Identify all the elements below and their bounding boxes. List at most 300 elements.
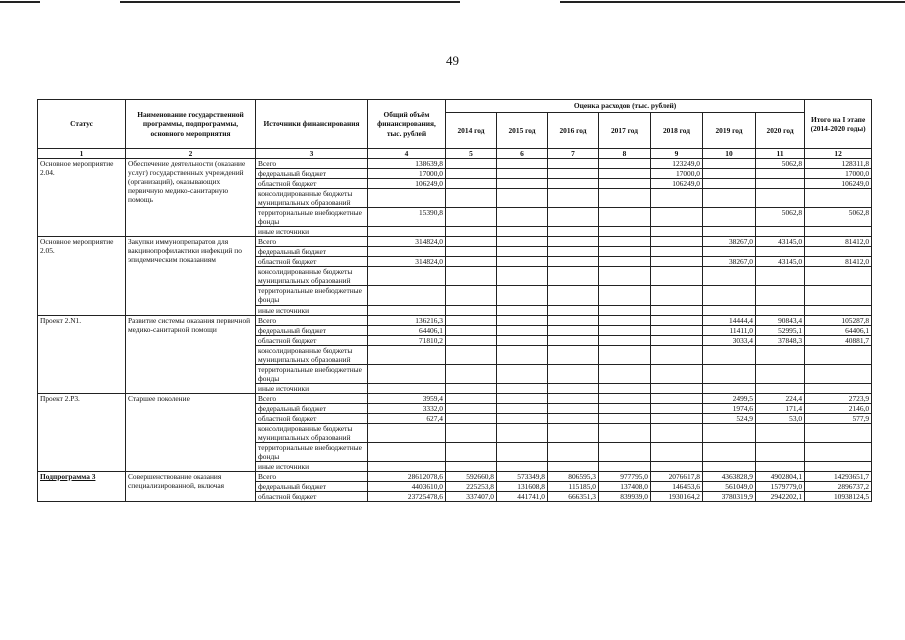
top-border-line-right — [560, 1, 905, 3]
header-year: 2014 год — [446, 113, 497, 149]
year-cell — [548, 179, 599, 189]
year-cell — [651, 257, 703, 267]
year-cell — [497, 335, 548, 345]
year-cell — [703, 364, 756, 383]
total-cell — [368, 227, 446, 237]
year-cell — [446, 383, 497, 393]
col-number: 9 — [651, 149, 703, 159]
year-cell — [497, 159, 548, 169]
col-number: 12 — [805, 149, 872, 159]
header-itogo: Итого на I этапе (2014-2020 годы) — [805, 100, 872, 149]
total-cell: 23725478,6 — [368, 492, 446, 502]
row-program-name: Обеспечение деятельности (оказание услуг) государственных учреждений (организаций), оказывающих первичную медико-санитарную помощь — [126, 159, 256, 237]
year-cell — [497, 393, 548, 403]
year-cell — [599, 364, 651, 383]
year-cell: 225253,8 — [446, 482, 497, 492]
year-cell — [651, 403, 703, 413]
col-number: 1 — [38, 149, 126, 159]
itogo-cell: 14293651,7 — [805, 472, 872, 482]
funding-source: федеральный бюджет — [256, 325, 368, 335]
year-cell — [497, 247, 548, 257]
year-cell — [651, 189, 703, 208]
year-cell — [703, 227, 756, 237]
funding-source: Всего — [256, 315, 368, 325]
itogo-cell: 17000,0 — [805, 169, 872, 179]
year-cell — [599, 208, 651, 227]
total-cell: 28612078,6 — [368, 472, 446, 482]
year-cell — [756, 345, 805, 364]
year-cell — [548, 315, 599, 325]
funding-source: областной бюджет — [256, 257, 368, 267]
year-cell — [446, 159, 497, 169]
itogo-cell: 64406,1 — [805, 325, 872, 335]
total-cell: 17000,0 — [368, 169, 446, 179]
itogo-cell — [805, 462, 872, 472]
itogo-cell — [805, 247, 872, 257]
total-cell — [368, 247, 446, 257]
year-cell — [703, 442, 756, 461]
year-cell — [756, 286, 805, 305]
total-cell — [368, 305, 446, 315]
year-cell — [703, 159, 756, 169]
year-cell — [497, 286, 548, 305]
itogo-cell: 106249,0 — [805, 179, 872, 189]
year-cell — [599, 159, 651, 169]
year-cell — [756, 247, 805, 257]
year-cell — [446, 345, 497, 364]
table-body — [38, 159, 872, 502]
top-border-line-middle — [120, 1, 460, 3]
year-cell — [497, 403, 548, 413]
year-cell — [599, 393, 651, 403]
year-cell — [756, 462, 805, 472]
year-cell — [599, 257, 651, 267]
funding-source: иные источники — [256, 462, 368, 472]
row-program-name: Развитие системы оказания первичной медико-санитарной помощи — [126, 315, 256, 393]
year-cell — [651, 364, 703, 383]
total-cell: 15390,8 — [368, 208, 446, 227]
year-cell — [599, 335, 651, 345]
year-cell — [446, 286, 497, 305]
year-cell — [548, 189, 599, 208]
year-cell — [497, 383, 548, 393]
year-cell — [497, 237, 548, 247]
funding-source: иные источники — [256, 227, 368, 237]
year-cell — [599, 305, 651, 315]
year-cell: 1579779,0 — [756, 482, 805, 492]
year-cell — [548, 442, 599, 461]
itogo-cell: 105287,8 — [805, 315, 872, 325]
total-cell — [368, 442, 446, 461]
year-cell — [548, 345, 599, 364]
year-cell — [446, 393, 497, 403]
year-cell — [446, 208, 497, 227]
year-cell — [703, 189, 756, 208]
year-cell — [651, 247, 703, 257]
col-number: 8 — [599, 149, 651, 159]
year-cell — [703, 305, 756, 315]
itogo-cell: 10938124,5 — [805, 492, 872, 502]
year-cell: 38267,0 — [703, 237, 756, 247]
year-cell — [446, 189, 497, 208]
year-cell — [651, 325, 703, 335]
col-number: 10 — [703, 149, 756, 159]
total-cell — [368, 189, 446, 208]
header-sources: Источники финансирования — [256, 100, 368, 149]
year-cell — [548, 208, 599, 227]
itogo-cell — [805, 423, 872, 442]
year-cell — [651, 315, 703, 325]
total-cell — [368, 383, 446, 393]
col-number: 6 — [497, 149, 548, 159]
year-cell — [446, 247, 497, 257]
total-cell — [368, 286, 446, 305]
top-border-line-left — [0, 1, 40, 3]
funding-source: федеральный бюджет — [256, 403, 368, 413]
table-row — [38, 472, 872, 482]
year-cell — [497, 442, 548, 461]
year-cell: 52995,1 — [756, 325, 805, 335]
total-cell — [368, 345, 446, 364]
year-cell — [446, 179, 497, 189]
year-cell — [446, 325, 497, 335]
year-cell — [599, 325, 651, 335]
funding-source: консолидированные бюджеты муниципальных образований — [256, 267, 368, 286]
year-cell — [497, 208, 548, 227]
year-cell — [651, 413, 703, 423]
year-cell: 224,4 — [756, 393, 805, 403]
funding-source: территориальные внебюджетные фонды — [256, 442, 368, 461]
year-cell — [497, 189, 548, 208]
year-cell — [651, 335, 703, 345]
year-cell — [599, 403, 651, 413]
year-cell — [703, 345, 756, 364]
year-cell — [497, 462, 548, 472]
year-cell: 666351,3 — [548, 492, 599, 502]
year-cell — [548, 325, 599, 335]
year-cell — [651, 286, 703, 305]
header-estimate: Оценка расходов (тыс. рублей) — [446, 100, 805, 113]
year-cell — [446, 169, 497, 179]
year-cell — [651, 267, 703, 286]
year-cell: 115185,0 — [548, 482, 599, 492]
year-cell — [651, 345, 703, 364]
funding-source: иные источники — [256, 383, 368, 393]
page-number: 49 — [446, 53, 459, 68]
funding-source: иные источники — [256, 305, 368, 315]
year-cell — [599, 383, 651, 393]
year-cell — [446, 305, 497, 315]
year-cell — [446, 462, 497, 472]
table-row — [38, 237, 872, 247]
year-cell — [651, 442, 703, 461]
year-cell — [703, 169, 756, 179]
row-program-name: Закупки иммунопрепаратов для вакцинопрофилактики инфекций по эпидемическим показаниям — [126, 237, 256, 315]
itogo-cell: 81412,0 — [805, 257, 872, 267]
year-cell — [599, 345, 651, 364]
year-cell — [599, 286, 651, 305]
funding-source: федеральный бюджет — [256, 169, 368, 179]
year-cell: 2076617,8 — [651, 472, 703, 482]
header-year: 2016 год — [548, 113, 599, 149]
year-cell — [548, 286, 599, 305]
year-cell: 1974,6 — [703, 403, 756, 413]
header-year: 2020 год — [756, 113, 805, 149]
year-cell — [446, 267, 497, 286]
year-cell — [756, 189, 805, 208]
year-cell — [446, 257, 497, 267]
total-cell: 3959,4 — [368, 393, 446, 403]
total-cell — [368, 462, 446, 472]
funding-source: консолидированные бюджеты муниципальных образований — [256, 423, 368, 442]
header-total: Общий объём финансирования, тыс. рублей — [368, 100, 446, 149]
itogo-cell — [805, 267, 872, 286]
row-status: Основное мероприятие 2.05. — [38, 237, 126, 315]
year-cell — [599, 179, 651, 189]
itogo-cell — [805, 227, 872, 237]
total-cell: 3332,0 — [368, 403, 446, 413]
year-cell — [497, 257, 548, 267]
year-cell — [548, 169, 599, 179]
total-cell: 314824,0 — [368, 237, 446, 247]
col-number: 2 — [126, 149, 256, 159]
year-cell: 561049,0 — [703, 482, 756, 492]
year-cell — [756, 423, 805, 442]
year-cell — [651, 237, 703, 247]
header-year: 2019 год — [703, 113, 756, 149]
year-cell — [548, 257, 599, 267]
year-cell — [497, 325, 548, 335]
year-cell: 1930164,2 — [651, 492, 703, 502]
year-cell — [703, 179, 756, 189]
itogo-cell: 2146,0 — [805, 403, 872, 413]
row-status: Подпрограмма 3 — [38, 472, 126, 502]
year-cell — [599, 462, 651, 472]
year-cell — [446, 237, 497, 247]
year-cell: 806595,3 — [548, 472, 599, 482]
itogo-cell: 5062,8 — [805, 208, 872, 227]
year-cell — [703, 247, 756, 257]
year-cell — [651, 393, 703, 403]
year-cell — [548, 413, 599, 423]
year-cell — [446, 364, 497, 383]
year-cell: 90843,4 — [756, 315, 805, 325]
year-cell — [548, 247, 599, 257]
year-cell: 4363828,9 — [703, 472, 756, 482]
year-cell — [651, 383, 703, 393]
total-cell: 314824,0 — [368, 257, 446, 267]
funding-source: Всего — [256, 159, 368, 169]
year-cell: 53,0 — [756, 413, 805, 423]
header-status: Статус — [38, 100, 126, 149]
total-cell: 64406,1 — [368, 325, 446, 335]
year-cell — [651, 208, 703, 227]
year-cell: 38267,0 — [703, 257, 756, 267]
funding-source: областной бюджет — [256, 179, 368, 189]
funding-source: территориальные внебюджетные фонды — [256, 286, 368, 305]
funding-source: территориальные внебюджетные фонды — [256, 208, 368, 227]
year-cell — [548, 423, 599, 442]
year-cell: 592660,8 — [446, 472, 497, 482]
header-year: 2015 год — [497, 113, 548, 149]
year-cell — [446, 315, 497, 325]
itogo-cell — [805, 305, 872, 315]
itogo-cell: 40881,7 — [805, 335, 872, 345]
year-cell — [756, 364, 805, 383]
table-row — [38, 159, 872, 169]
year-cell — [599, 247, 651, 257]
year-cell — [548, 364, 599, 383]
col-number: 11 — [756, 149, 805, 159]
total-cell — [368, 423, 446, 442]
header-year: 2017 год — [599, 113, 651, 149]
year-cell — [548, 403, 599, 413]
total-cell: 627,4 — [368, 413, 446, 423]
table-row — [38, 315, 872, 325]
itogo-cell — [805, 364, 872, 383]
year-cell — [497, 267, 548, 286]
funding-source: Всего — [256, 472, 368, 482]
funding-source: областной бюджет — [256, 413, 368, 423]
year-cell — [446, 423, 497, 442]
year-cell: 37848,3 — [756, 335, 805, 345]
year-cell — [756, 267, 805, 286]
row-status: Проект 2.N1. — [38, 315, 126, 393]
year-cell — [599, 267, 651, 286]
funding-source: Всего — [256, 393, 368, 403]
year-cell — [756, 169, 805, 179]
year-cell — [599, 189, 651, 208]
year-cell — [703, 208, 756, 227]
total-cell — [368, 267, 446, 286]
year-cell: 17000,0 — [651, 169, 703, 179]
year-cell — [703, 383, 756, 393]
year-cell: 441741,0 — [497, 492, 548, 502]
year-cell — [651, 423, 703, 442]
year-cell — [548, 393, 599, 403]
year-cell — [497, 364, 548, 383]
budget-table — [37, 99, 872, 502]
funding-source: областной бюджет — [256, 335, 368, 345]
year-cell — [756, 179, 805, 189]
table-row — [38, 393, 872, 403]
itogo-cell — [805, 345, 872, 364]
year-cell — [756, 227, 805, 237]
row-program-name: Старшее поколение — [126, 393, 256, 471]
year-cell: 14444,4 — [703, 315, 756, 325]
year-cell — [599, 169, 651, 179]
year-cell — [703, 462, 756, 472]
year-cell — [599, 413, 651, 423]
year-cell — [548, 462, 599, 472]
year-cell: 146453,6 — [651, 482, 703, 492]
year-cell: 43145,0 — [756, 237, 805, 247]
total-cell: 136216,3 — [368, 315, 446, 325]
year-cell: 131608,8 — [497, 482, 548, 492]
year-cell — [548, 383, 599, 393]
itogo-cell: 2896737,2 — [805, 482, 872, 492]
year-cell: 573349,8 — [497, 472, 548, 482]
funding-source: территориальные внебюджетные фонды — [256, 364, 368, 383]
col-number: 4 — [368, 149, 446, 159]
year-cell: 839939,0 — [599, 492, 651, 502]
year-cell — [703, 286, 756, 305]
year-cell — [446, 335, 497, 345]
itogo-cell: 128311,8 — [805, 159, 872, 169]
year-cell — [497, 423, 548, 442]
year-cell — [548, 335, 599, 345]
year-cell — [497, 345, 548, 364]
col-number: 3 — [256, 149, 368, 159]
year-cell — [497, 227, 548, 237]
funding-source: областной бюджет — [256, 492, 368, 502]
year-cell — [703, 267, 756, 286]
year-cell — [446, 442, 497, 461]
year-cell: 2499,5 — [703, 393, 756, 403]
year-cell — [599, 423, 651, 442]
year-cell: 4902804,1 — [756, 472, 805, 482]
year-cell — [446, 227, 497, 237]
year-cell — [497, 315, 548, 325]
year-cell — [497, 179, 548, 189]
itogo-cell — [805, 442, 872, 461]
header-year: 2018 год — [651, 113, 703, 149]
funding-source: федеральный бюджет — [256, 247, 368, 257]
col-number: 7 — [548, 149, 599, 159]
itogo-cell — [805, 189, 872, 208]
year-cell — [599, 315, 651, 325]
year-cell: 123249,0 — [651, 159, 703, 169]
year-cell — [599, 237, 651, 247]
year-cell: 977795,0 — [599, 472, 651, 482]
year-cell — [599, 227, 651, 237]
year-cell — [548, 267, 599, 286]
year-cell — [651, 305, 703, 315]
year-cell — [497, 413, 548, 423]
year-cell — [651, 227, 703, 237]
total-cell — [368, 364, 446, 383]
year-cell: 137408,0 — [599, 482, 651, 492]
year-cell: 171,4 — [756, 403, 805, 413]
year-cell: 5062,8 — [756, 208, 805, 227]
year-cell: 11411,0 — [703, 325, 756, 335]
itogo-cell — [805, 383, 872, 393]
year-cell: 5062,8 — [756, 159, 805, 169]
year-cell — [548, 305, 599, 315]
year-cell — [756, 305, 805, 315]
year-cell: 3033,4 — [703, 335, 756, 345]
year-cell — [497, 305, 548, 315]
year-cell: 2942202,1 — [756, 492, 805, 502]
table-header — [38, 100, 872, 159]
year-cell — [548, 237, 599, 247]
row-program-name: Совершенствование оказания специализированной, включая — [126, 472, 256, 502]
header-name: Наименование государственной программы, подпрограммы, основного мероприятия — [126, 100, 256, 149]
year-cell — [446, 413, 497, 423]
year-cell: 106249,0 — [651, 179, 703, 189]
year-cell: 337407,0 — [446, 492, 497, 502]
year-cell — [703, 423, 756, 442]
year-cell: 43145,0 — [756, 257, 805, 267]
col-number: 5 — [446, 149, 497, 159]
year-cell — [446, 403, 497, 413]
year-cell: 3780319,9 — [703, 492, 756, 502]
year-cell — [497, 169, 548, 179]
itogo-cell — [805, 286, 872, 305]
year-cell — [756, 383, 805, 393]
year-cell — [548, 227, 599, 237]
year-cell — [599, 442, 651, 461]
